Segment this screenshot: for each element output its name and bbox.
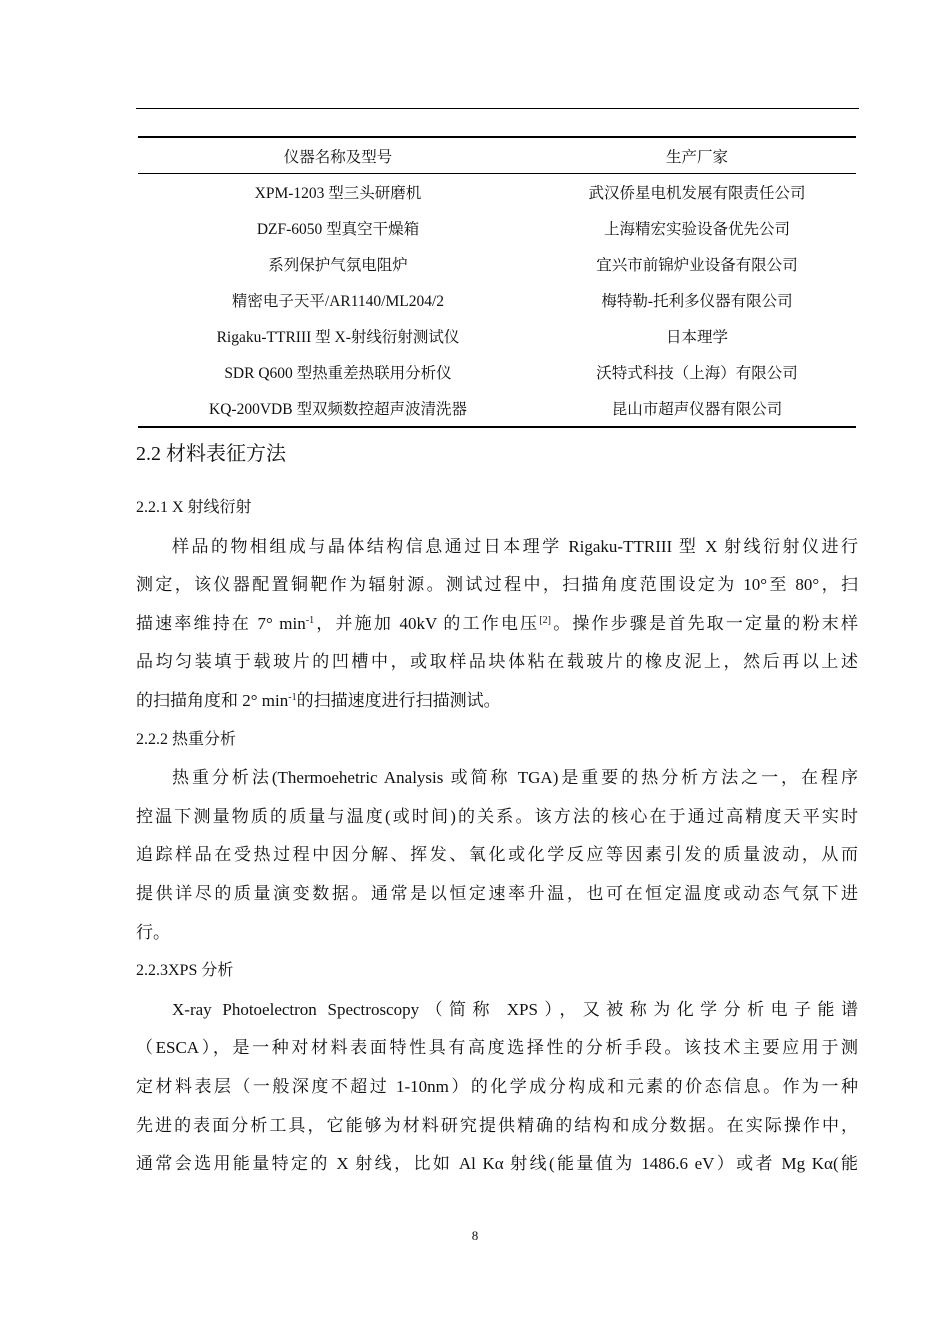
table-row: [138, 354, 856, 390]
text-line: 行。: [136, 922, 170, 942]
table-header-row: [138, 137, 856, 174]
instrument-cell: DZF-6050 型真空干燥箱: [256, 221, 420, 238]
manufacturer-cell: 上海精宏实验设备优先公司: [603, 221, 790, 238]
text-line: 样品的物相组成与晶体结构信息通过日本理学 Rigaku-TTRIII 型 X 射线衍射仪进行: [172, 536, 858, 556]
instrument-cell: KQ-200VDB 型双频数控超声波清洗器: [209, 401, 467, 418]
manufacturer-cell: 梅特勒-托利多仪器有限公司: [601, 293, 793, 310]
text-span: 。操作步骤是首先取一定量的粉末样: [551, 613, 858, 633]
text-span: ，并施加 40kV 的工作电压: [314, 613, 540, 633]
subsection-heading-xps: 2.2.3XPS 分析: [136, 962, 234, 980]
citation: [2]: [539, 614, 551, 626]
manufacturer-cell: 宜兴市前锦炉业设备有限公司: [596, 257, 798, 274]
table-row: [138, 282, 856, 318]
text-line: 控温下测量物质的质量与温度(或时间)的关系。该方法的核心在于通过高精度天平实时: [136, 806, 858, 826]
table-row: [138, 390, 856, 427]
text-line: 定材料表层（一般深度不超过 1-10nm）的化学成分构成和元素的价态信息。作为一种: [136, 1076, 858, 1096]
instrument-table: [138, 136, 856, 428]
manufacturer-cell: 日本理学: [665, 329, 728, 346]
subsection-heading-xrd: 2.2.1 X 射线衍射: [136, 499, 252, 516]
text-line: 先进的表面分析工具，它能够为材料研究提供精确的结构和成分数据。在实际操作中，: [136, 1115, 858, 1135]
table-row: [138, 246, 856, 282]
superscript: -1: [288, 691, 297, 703]
text-line: [136, 605, 858, 644]
text-line: 追踪样品在受热过程中因分解、挥发、氧化或化学反应等因素引发的质量波动，从而: [136, 845, 858, 865]
superscript: -1: [305, 614, 315, 626]
instrument-cell: XPM-1203 型三头研磨机: [254, 185, 422, 202]
manufacturer-cell: 沃特式科技（上海）有限公司: [596, 365, 798, 382]
text-line: X-ray Photoelectron Spectroscopy（简称 XPS），又被称为化学分析电子能谱: [172, 999, 858, 1019]
text-line: 品均匀装填于载玻片的凹槽中，或取样品块体粘在载玻片的橡皮泥上，然后再以上述: [136, 652, 858, 672]
manufacturer-cell: 武汉侨星电机发展有限责任公司: [588, 185, 806, 202]
section-heading: 2.2 材料表征方法: [136, 443, 286, 465]
text-line: （ESCA），是一种对材料表面特性具有高度选择性的分析手段。该技术主要应用于测: [136, 1038, 858, 1058]
text-span: 描速率维持在 7° min: [136, 613, 306, 633]
paragraph-tga: [136, 759, 858, 952]
column-header-manufacturer: 生产厂家: [665, 148, 728, 166]
instrument-cell: 精密电子天平/AR1140/ML204/2: [231, 293, 445, 310]
text-line: 热重分析法(Thermoehetric Analysis 或简称 TGA)是重要的热分析方法之一，在程序: [172, 768, 858, 788]
table-row: [138, 210, 856, 246]
text-line: 通常会选用能量特定的 X 射线，比如 Al Kα 射线(能量值为 1486.6 eV）或者 Mg Kα(能: [136, 1154, 858, 1174]
table-row: [138, 174, 856, 211]
text-line: [136, 682, 858, 721]
paragraph-xrd: [136, 528, 858, 721]
table-row: [138, 318, 856, 354]
page-number: 8: [471, 1228, 479, 1243]
text-line: 提供详尽的质量演变数据。通常是以恒定速率升温，也可在恒定温度或动态气氛下进: [136, 883, 858, 903]
header-rule: [136, 108, 859, 109]
text-span: 的扫描角度和 2° min: [136, 690, 289, 710]
column-header-instrument: 仪器名称及型号: [283, 148, 393, 166]
manufacturer-cell: 昆山市超声仪器有限公司: [611, 401, 783, 418]
section-content: [136, 437, 858, 1184]
paragraph-xps: [136, 991, 858, 1184]
instrument-cell: Rigaku-TTRIII 型 X-射线衍射测试仪: [216, 329, 460, 346]
subsection-heading-tga: 2.2.2 热重分析: [136, 730, 237, 748]
instrument-cell: 系列保护气氛电阻炉: [268, 257, 408, 274]
text-line: 测定，该仪器配置铜靶作为辐射源。测试过程中，扫描角度范围设定为 10°至 80°，扫: [136, 575, 858, 595]
instrument-cell: SDR Q600 型热重差热联用分析仪: [224, 365, 452, 382]
text-span: 的扫描速度进行扫描测试。: [296, 690, 501, 710]
